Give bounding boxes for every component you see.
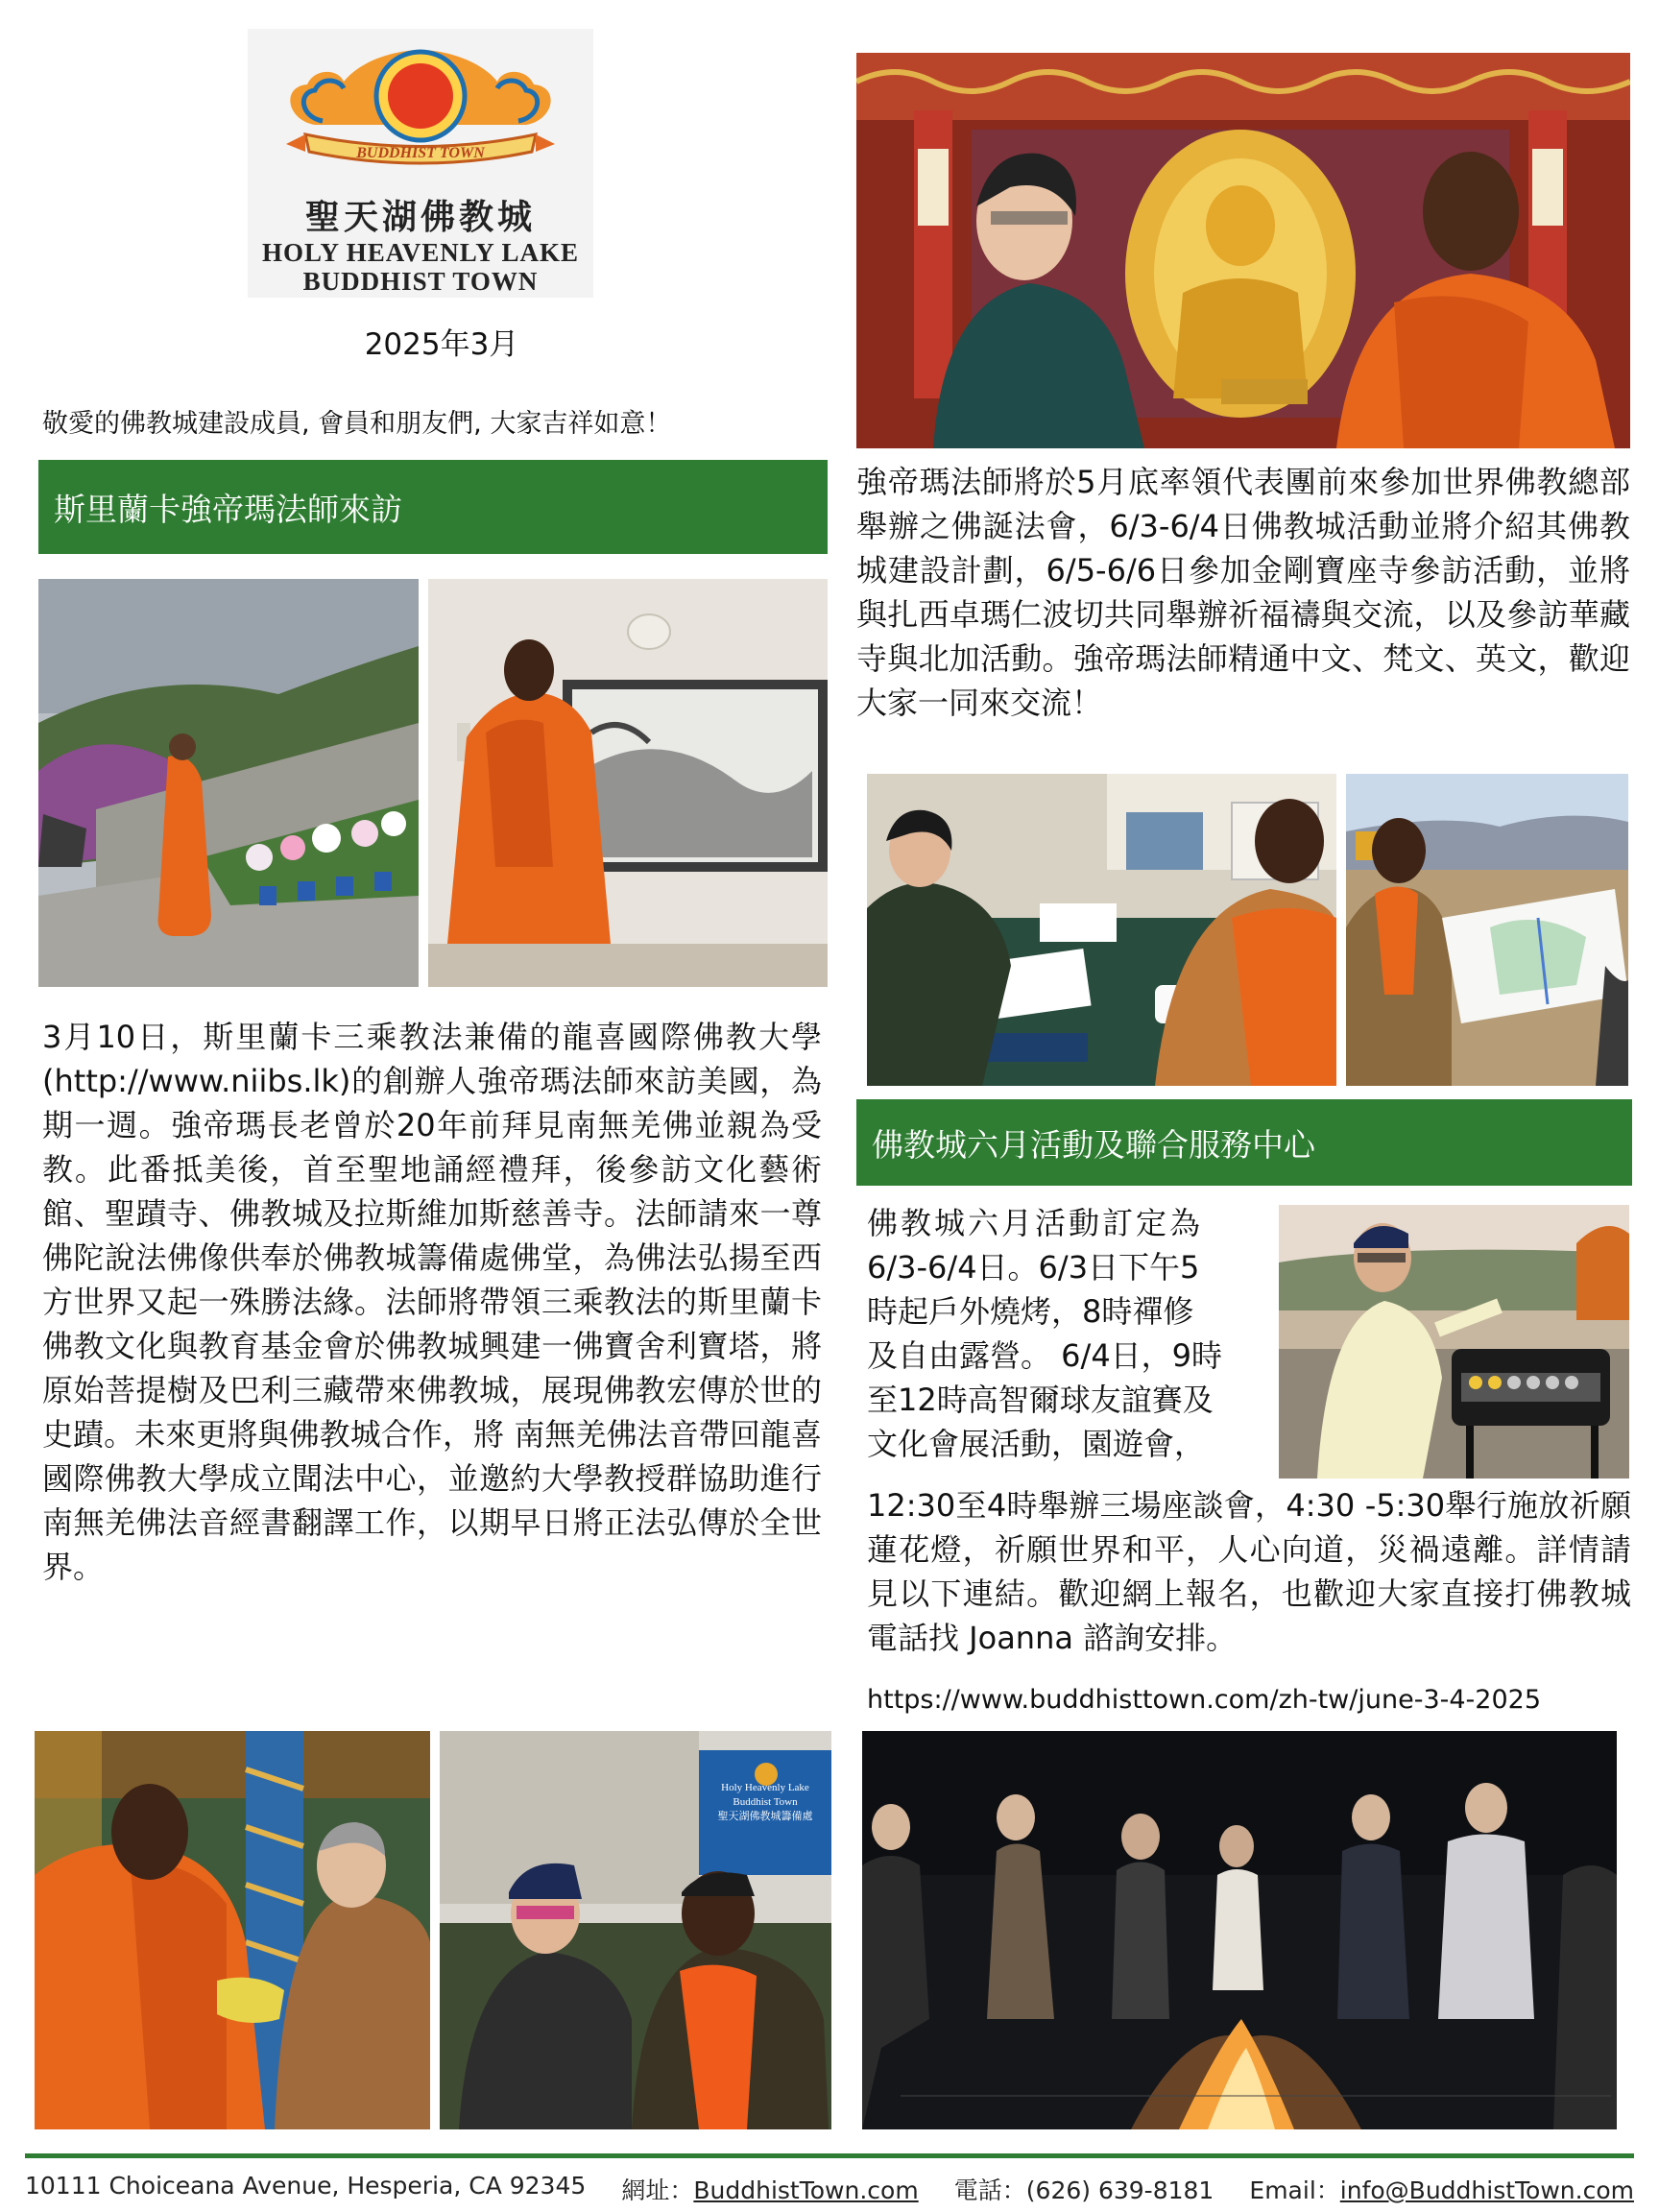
right-top-paragraph: 強帝瑪法師將於5月底率領代表團前來參加世界佛教總部舉辦之佛誕法會，6/3-6/4日佛教城活動並將介紹其佛教城建設計劃，6/5-6/6日參加金剛寶座寺參訪活動，並將與扎西卓瑪仁波切共同舉辦祈福禱與交流，以及參訪華藏寺與北加活動。強帝瑪法師精通中文、梵文、英文，歡迎大家一同來交流！	[856, 464, 1630, 721]
section2-title: 佛教城六月活動及聯合服務中心	[856, 1099, 1632, 1186]
footer-website-link[interactable]: BuddhistTown.com	[693, 2176, 919, 2204]
footer	[25, 2172, 1634, 2206]
section2-line: 6/3-6/4日。6/3日下午5	[867, 1249, 1200, 1286]
event-link[interactable]: https://www.buddhisttown.com/zh-tw/june-3-4-2025	[867, 1685, 1541, 1715]
photo-buddha-statue	[856, 53, 1630, 448]
section2-line: 時起戶外燒烤，8時禪修	[867, 1293, 1194, 1330]
logo-emblem	[248, 29, 593, 192]
sign-text	[701, 1781, 830, 1824]
photo-gift-presentation	[35, 1731, 430, 2129]
photo-bbq-grill	[1279, 1205, 1629, 1479]
section1-paragraph: 3月10日，斯里蘭卡三乘教法兼備的龍喜國際佛教大學(http://www.niibs.lk)的創辦人強帝瑪法師來訪美國，為期一週。強帝瑪長老曾於20年前拜見南無羌佛並親為受教。此番抵美後，首至聖地誦經禮拜，後參訪文化藝術館、聖蹟寺、佛教城及拉斯維加斯慈善寺。法師請來一尊佛陀說法佛像供奉於佛教城籌備處佛堂，為佛法弘揚至西方世界又起一殊勝法緣。法師將帶領三乘教法的斯里蘭卡佛教文化與教育基金會於佛教城興建一佛寶舍利寶塔，將原始菩提樹及巴利三藏帶來佛教城，展現佛教宏傳於世的史蹟。未來更將與佛教城合作，將 南無羌佛法音帶回龍喜國際佛教大學成立聞法中心，並邀約大學教授群協助進行南無羌佛法音經書翻譯工作，以期早日將正法弘傳於全世界。	[42, 1019, 822, 1585]
photo-campfire	[862, 1731, 1617, 2129]
footer-phone-number: (626) 639-8181	[1025, 2176, 1214, 2204]
issue-date: 2025年3月	[364, 327, 519, 362]
footer-email-label: Email：	[1249, 2176, 1340, 2204]
logo-english-line1: HOLY HEAVENLY LAKE	[261, 238, 580, 267]
photo-site-plan	[1346, 774, 1628, 1086]
footer-phone-label: 電話：	[953, 2176, 1026, 2204]
section2-paragraph-top	[867, 1201, 1262, 1466]
sign-line2: 聖天湖佛教城籌備處	[717, 1811, 813, 1822]
section1-title: 斯里蘭卡強帝瑪法師來訪	[38, 460, 828, 554]
footer-address: 10111 Choiceana Avenue, Hesperia, CA 92345	[25, 2172, 587, 2200]
footer-website	[621, 2172, 918, 2206]
footer-website-label: 網址：	[621, 2176, 694, 2204]
logo	[248, 29, 593, 298]
footer-email	[1249, 2172, 1634, 2206]
logo-english-line2: BUDDHIST TOWN	[302, 267, 539, 296]
photo-meeting-table	[867, 774, 1336, 1086]
photo-garden-walk	[38, 579, 419, 987]
footer-phone	[954, 2172, 1214, 2206]
greeting: 敬愛的佛教城建設成員, 會員和朋友們, 大家吉祥如意！	[42, 409, 672, 439]
logo-chinese-name: 聖天湖佛教城	[304, 197, 536, 237]
photo-monk-gallery	[428, 579, 828, 987]
section2-line: 及自由露營。 6/4日，9時	[867, 1337, 1223, 1374]
photo-sign-portrait	[440, 1731, 831, 2129]
footer-divider	[25, 2153, 1634, 2158]
footer-email-link[interactable]: info@BuddhistTown.com	[1339, 2176, 1634, 2204]
section2-line: 至12時高智爾球友誼賽及	[867, 1382, 1214, 1418]
logo-ribbon-text: BUDDHIST TOWN	[356, 145, 485, 161]
sign-line1: Holy Heavenly Lake Buddhist Town	[721, 1782, 809, 1808]
section2-line: 佛教城六月活動訂定為	[867, 1205, 1204, 1241]
section2-line: 文化會展活動，園遊會，	[867, 1426, 1206, 1462]
section2-paragraph-rest: 12:30至4時舉辦三場座談會，4:30 -5:30舉行施放祈願蓮花燈，祈願世界和平，人心向道，災禍遠離。詳情請見以下連結。歡迎網上報名，也歡迎大家直接打佛教城電話找 Joanna 諮詢安排。	[867, 1487, 1631, 1656]
